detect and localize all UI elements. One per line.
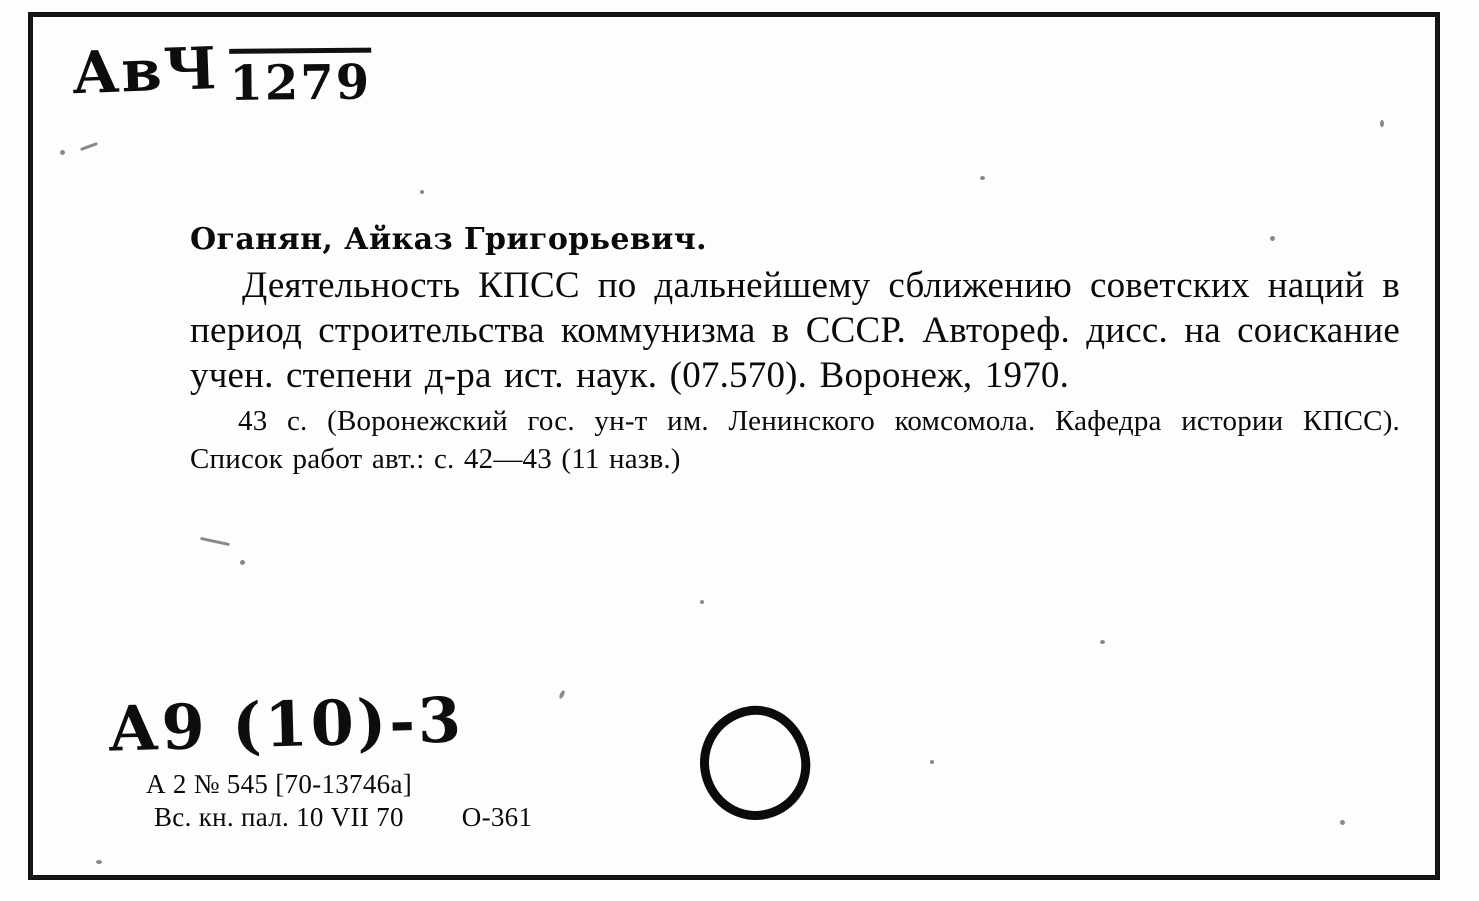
handwritten-mark-number: 1279 <box>229 48 371 112</box>
scan-speck <box>420 190 424 194</box>
collation-note: 43 с. (Воронежский гос. ун-т им. Ленинского комсомола. Кафедра истории КПСС). Список работ авт.: с. 42—43 (11 назв.) <box>190 405 1400 475</box>
scan-speck <box>240 560 245 565</box>
handwritten-mark-letters: АвЧ <box>70 34 220 108</box>
handwritten-classification-mark: А9 (10)-3 <box>107 683 465 766</box>
imprint-chamber-line <box>146 801 532 834</box>
scan-speck <box>930 760 934 764</box>
scan-speck <box>1340 820 1345 825</box>
scan-speck <box>1270 236 1275 241</box>
handwritten-shelf-mark-top <box>70 29 371 112</box>
imprint-code: О-361 <box>461 802 533 832</box>
scan-speck <box>60 150 65 155</box>
title-statement: Деятельность КПСС по дальнейшему сближению советских наций в период строительства коммунизма в СССР. Автореф. дисс. на соискание учен. степени д-ра ист. наук. (07.570). Воронеж, 1970. <box>190 265 1400 396</box>
scan-speck <box>1380 120 1384 127</box>
scan-speck <box>96 860 102 864</box>
imprint-footer <box>146 768 532 834</box>
author-heading: Оганян, Айказ Григорьевич. <box>190 222 707 257</box>
scan-speck <box>700 600 704 604</box>
imprint-chamber-date: Вс. кн. пал. 10 VII 70 <box>154 802 404 832</box>
bibliographic-record <box>190 222 1400 478</box>
scan-speck <box>980 176 985 180</box>
scan-speck <box>1100 640 1105 644</box>
imprint-order-number: А 2 № 545 [70-13746а] <box>146 769 413 799</box>
